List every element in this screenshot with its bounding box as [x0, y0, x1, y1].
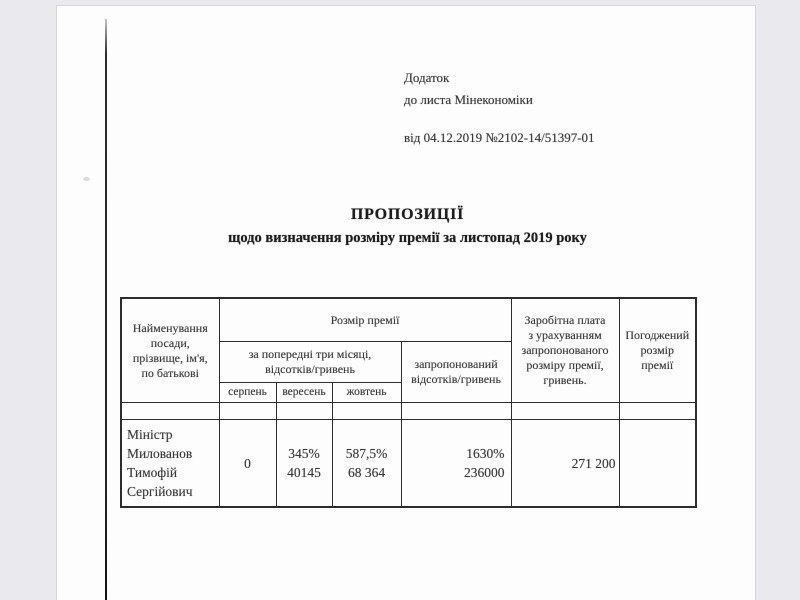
header-october-cell: жовтень: [332, 383, 401, 403]
table-row: [121, 420, 696, 508]
spacer-cell: [511, 403, 619, 420]
premium-proposal-table: [120, 297, 697, 508]
header-agreed-cell: Погоджений розмір премії: [619, 298, 696, 403]
title-line1: ПРОПОЗИЦІЇ: [350, 206, 465, 223]
scan-artifact-line: [105, 19, 107, 600]
spacer-cell: [219, 403, 276, 420]
salary-value-cell: 271 200: [511, 420, 619, 508]
header-proposed-cell: запропонований відсотків/гривень: [401, 342, 511, 403]
annex-reference: від 04.12.2019 №2102-14/51397-01: [404, 130, 595, 145]
proposed-value-cell: 1630% 236000: [401, 420, 511, 508]
august-value-cell: 0: [219, 420, 276, 508]
header-prev-months-cell: за попередні три місяці, відсотків/гривень: [219, 342, 401, 383]
header-salary-cell: Заробітна плата з урахуванням запропонованого розміру премії, гривень.: [511, 298, 619, 403]
annex-block: [404, 67, 595, 149]
title-line2: щодо визначення розміру премії за листопад 2019 року: [228, 230, 587, 246]
document-title: [120, 206, 695, 247]
header-name-cell: Найменування посади, прізвище, ім'я, по батькові: [121, 298, 219, 403]
october-value-cell: 587,5% 68 364: [332, 420, 401, 508]
spacer-cell: [276, 403, 332, 420]
header-september-cell: вересень: [276, 383, 332, 403]
spacer-cell: [401, 403, 511, 420]
annex-line1: Додаток: [404, 70, 450, 85]
september-value-cell: 345% 40145: [276, 420, 332, 508]
spacer-row: [121, 403, 696, 420]
spacer-cell: [619, 403, 696, 420]
header-row-1: [121, 298, 696, 342]
minister-name-cell: Міністр Милованов Тимофій Сергійович: [121, 420, 219, 508]
spacer-cell: [121, 403, 219, 420]
header-premium-size-cell: Розмір премії: [219, 298, 511, 342]
annex-line2: до листа Мінекономіки: [404, 92, 533, 107]
document-page: [56, 5, 756, 600]
scan-smudge: [83, 177, 90, 181]
header-august-cell: серпень: [219, 383, 276, 403]
agreed-value-cell: [619, 420, 696, 508]
spacer-cell: [332, 403, 401, 420]
